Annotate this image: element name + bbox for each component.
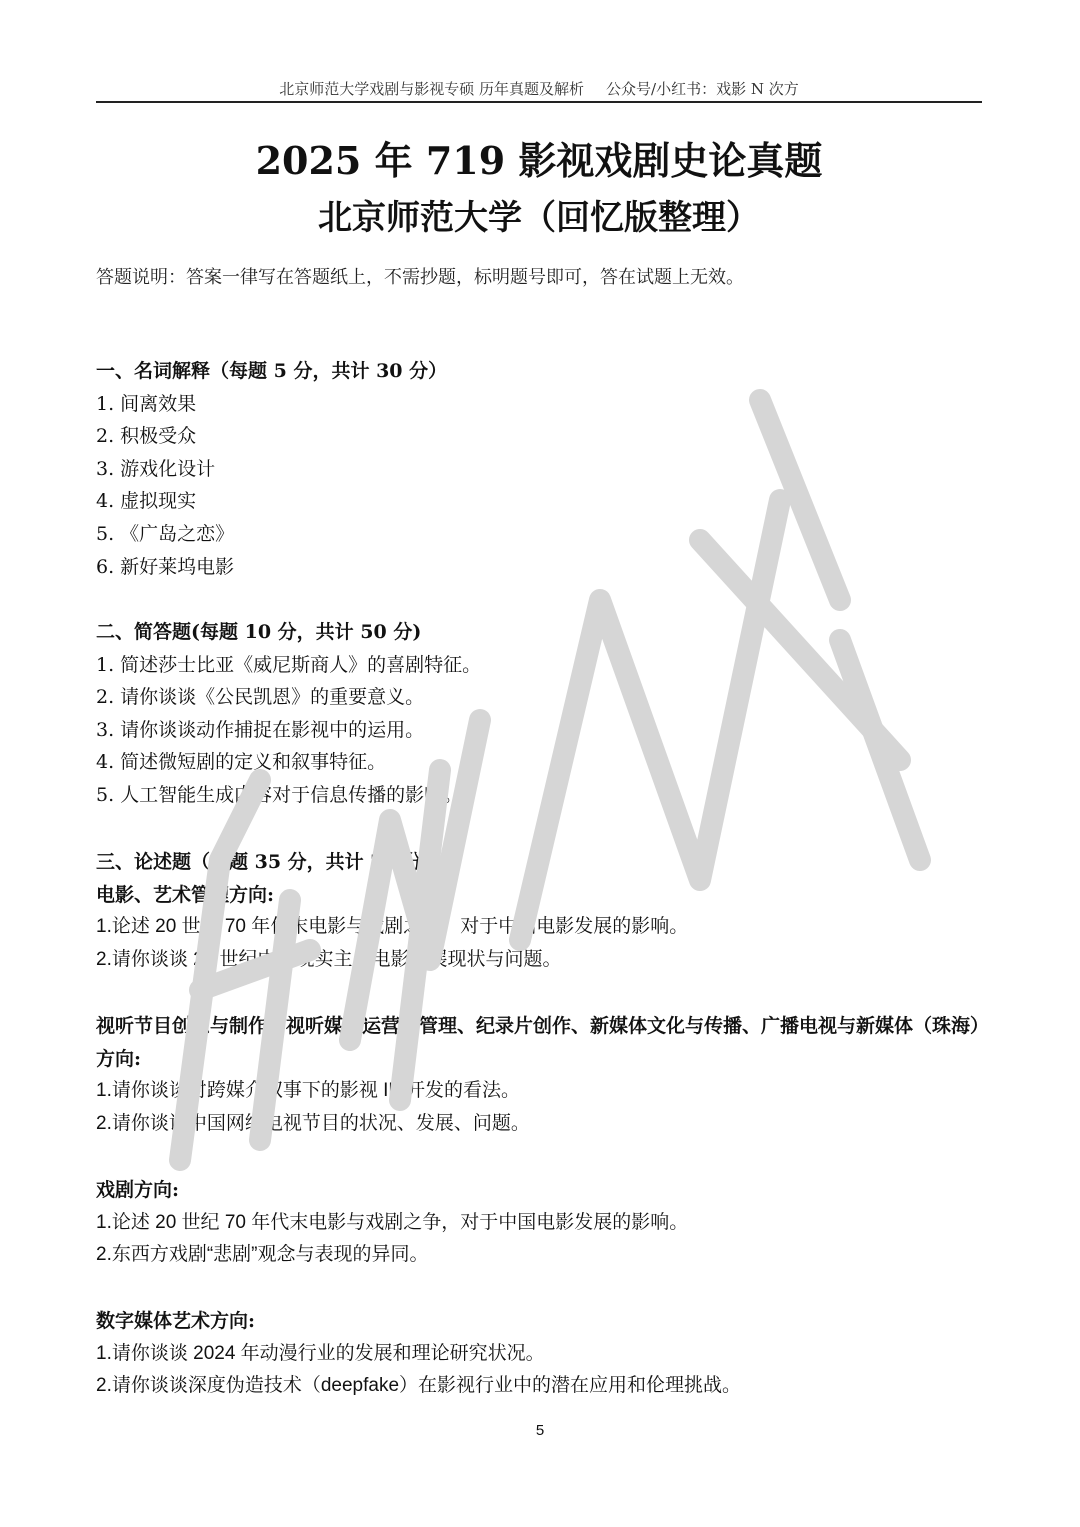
list-item: 1.论述 20 世纪 70 年代末电影与戏剧之争，对于中国电影发展的影响。 xyxy=(96,916,689,938)
header-rule xyxy=(96,101,982,103)
list-item: 4. 虚拟现实 xyxy=(96,490,197,513)
group-title: 视听节目创意与制作、视听媒体运营与管理、纪录片创作、新媒体文化与传播、广播电视与新媒体（珠海）方向: xyxy=(96,1015,980,1070)
list-item: 6. 新好莱坞电影 xyxy=(96,555,235,578)
list-item: 2.请你谈谈深度伪造技术（deepfake）在影视行业中的潜在应用和伦理挑战。 xyxy=(96,1375,742,1397)
essay-group-media xyxy=(96,1010,982,1140)
list-item: 5. 《广岛之恋》 xyxy=(96,522,235,545)
page-subtitle: 北京师范大学（回忆版整理） xyxy=(318,198,760,238)
group-title: 戏剧方向: xyxy=(96,1179,180,1201)
section-heading: 三、论述题（每题 35 分，共计 70 分） xyxy=(96,851,442,873)
page-number: 5 xyxy=(535,1422,545,1439)
list-item: 4. 简述微短剧的定义和叙事特征。 xyxy=(96,751,387,774)
page-title: 2025 年 719 影视戏剧史论真题 xyxy=(255,138,823,183)
list-item: 1.请你谈谈对跨媒介叙事下的影视 IP 开发的看法。 xyxy=(96,1080,521,1102)
list-item: 1.论述 20 世纪 70 年代末电影与戏剧之争，对于中国电影发展的影响。 xyxy=(96,1211,689,1233)
header-left: 北京师范大学戏剧与影视专硕 历年真题及解析 xyxy=(279,80,585,98)
section-heading: 一、名词解释（每题 5 分，共计 30 分） xyxy=(96,360,448,382)
list-item: 2. 积极受众 xyxy=(96,425,197,448)
list-item: 2.请你谈谈中国网络电视节目的状况、发展、问题。 xyxy=(96,1112,530,1134)
list-item: 3. 游戏化设计 xyxy=(96,457,216,480)
list-item: 1.请你谈谈 2024 年动漫行业的发展和理论研究状况。 xyxy=(96,1342,545,1364)
list-item: 5. 人工智能生成内容对于信息传播的影响。 xyxy=(96,783,463,806)
section-short-answer xyxy=(96,616,982,812)
running-header xyxy=(96,78,982,100)
list-item: 2.请你谈谈 21 世纪中国现实主义电影发展现状与问题。 xyxy=(96,948,562,970)
section-essay xyxy=(96,846,982,976)
group-title: 电影、艺术管理方向: xyxy=(96,883,275,906)
essay-group-digital xyxy=(96,1305,982,1403)
instructions: 答题说明：答案一律写在答题纸上，不需抄题，标明题号即可，答在试题上无效。 xyxy=(96,267,744,288)
list-item: 1. 简述莎士比亚《威尼斯商人》的喜剧特征。 xyxy=(96,653,482,676)
section-heading: 二、简答题(每题 10 分，共计 50 分) xyxy=(96,621,422,643)
list-item: 2.东西方戏剧“悲剧”观念与表现的异同。 xyxy=(96,1244,429,1266)
list-item: 1. 间离效果 xyxy=(96,392,197,415)
group-title: 数字媒体艺术方向: xyxy=(96,1310,256,1332)
list-item: 2. 请你谈谈《公民凯恩》的重要意义。 xyxy=(96,686,425,709)
header-right: 公众号/小红书：戏影 N 次方 xyxy=(606,80,799,98)
essay-group-drama xyxy=(96,1174,982,1272)
list-item: 3. 请你谈谈动作捕捉在影视中的运用。 xyxy=(96,718,425,741)
section-terms xyxy=(96,355,982,583)
